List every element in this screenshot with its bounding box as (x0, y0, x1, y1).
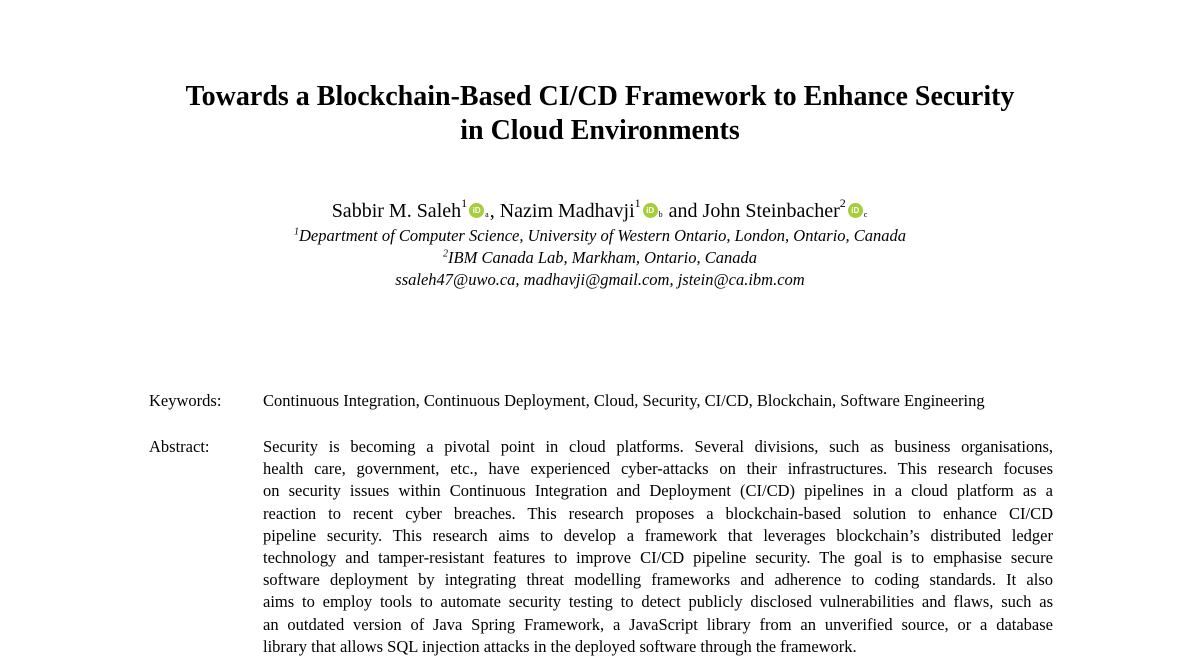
abstract-line: pipeline security. This research aims to develop a framework that leverages blockchain’s distributed ledger (263, 525, 1053, 545)
orcid-icon[interactable]: iD (848, 203, 863, 218)
keywords-label: Keywords: (149, 391, 222, 410)
abstract-body (263, 436, 1053, 658)
abstract-line: an outdated version of Java Spring Framework, a JavaScript library from an unverified source, or a database (263, 614, 1053, 634)
author-name: Nazim Madhavji (499, 200, 635, 222)
orcid-footnote-mark: b (658, 210, 663, 219)
abstract-line: reaction to recent cyber breaches. This research proposes a blockchain-based solution to enhance CI/CD (263, 503, 1053, 523)
author-separator: and (663, 200, 703, 222)
abstract-line: aims to employ tools to automate security testing to detect publicly disclosed vulnerabilities and flaws, such as (263, 592, 1053, 612)
affiliation-mark: 1 (293, 226, 299, 238)
abstract-line: health care, government, etc., have experienced cyber-attacks on their infrastructures. This research focuses (263, 459, 1053, 479)
affiliation-mark: 2 (443, 248, 449, 260)
orcid-icon[interactable]: iD (469, 203, 484, 218)
author-1 (331, 196, 490, 222)
author-3 (702, 196, 869, 222)
author-name: John Steinbacher (702, 200, 840, 222)
affiliation-1 (100, 226, 1100, 246)
author-name: Sabbir M. Saleh (331, 200, 462, 222)
affiliation-mark: 1 (461, 196, 468, 211)
orcid-footnote-mark: c (863, 210, 868, 219)
orcid-icon[interactable]: iD (643, 203, 658, 218)
affiliation-mark: 2 (839, 196, 846, 211)
abstract-line: technology and tamper-resistant features to improve CI/CD pipeline security. The goal is to emphasise secure (263, 548, 1053, 568)
affiliation-mark: 1 (634, 196, 641, 211)
abstract-line: on security issues within Continuous Integration and Deployment (CI/CD) pipelines in a cloud platform as a (263, 481, 1053, 501)
paper-title (100, 80, 1100, 148)
author-list (100, 198, 1100, 224)
orcid-footnote-mark: a (485, 210, 489, 219)
author-separator: , (489, 200, 500, 222)
abstract-line: Security is becoming a pivotal point in cloud platforms. Several divisions, such as business organisations, (263, 437, 1053, 456)
abstract-line: software deployment by integrating threat modelling frameworks and adherence to coding standards. It also (263, 570, 1053, 590)
abstract-line: library that allows SQL injection attacks in the deployed software through the framework. (263, 636, 857, 656)
author-2 (499, 196, 664, 222)
paper-title-line-2: in Cloud Environments (460, 115, 740, 146)
affiliation-text: IBM Canada Lab, Markham, Ontario, Canada (448, 248, 757, 267)
affiliation-text: Department of Computer Science, University of Western Ontario, London, Ontario, Canada (298, 226, 907, 245)
affiliation-2 (100, 248, 1100, 268)
paper-title-line-1: Towards a Blockchain-Based CI/CD Framework to Enhance Security (185, 81, 1015, 112)
keywords-text: Continuous Integration, Continuous Deployment, Cloud, Security, CI/CD, Blockchain, Software Engineering (263, 391, 985, 410)
author-emails: ssaleh47@uwo.ca, madhavji@gmail.com, jstein@ca.ibm.com (395, 270, 805, 289)
abstract-label: Abstract: (149, 437, 210, 456)
